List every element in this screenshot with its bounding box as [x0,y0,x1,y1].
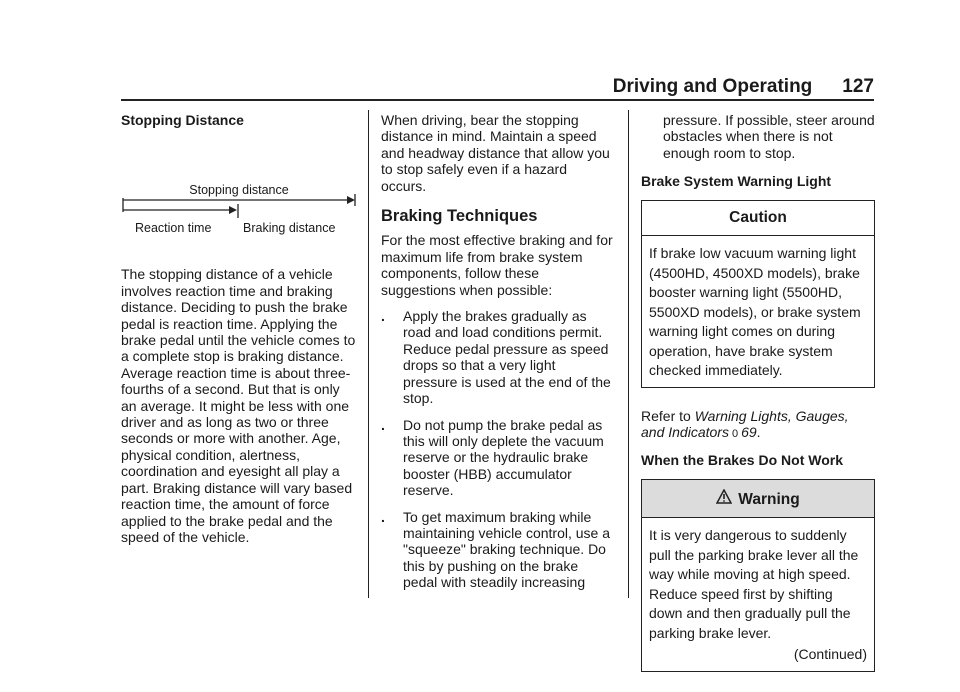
list-item [381,417,613,499]
section-title: Driving and Operating [612,76,813,97]
page-header [0,70,874,98]
refer-prefix: Refer to [641,407,695,424]
stopping-distance-label: Stopping distance [189,183,289,198]
intro-paragraph: When driving, bear the stopping distance in mind. Maintain a speed and headway distance that allow you to stop safely even if a hazard occurs. [381,112,610,194]
warning-triangle-icon [716,489,732,508]
warning-lights-link[interactable]: Warning Lights, Gauges, and Indicators [641,407,849,440]
list-item [381,308,613,406]
stopping-distance-diagram [121,166,357,236]
refer-paragraph [641,408,875,443]
warning-title: Warning [738,490,800,508]
list-item-text: To get maximum braking while maintaining vehicle control, use a "squeeze" braking technique. Do this by pushing on the brake pedal with steadily increasing [403,508,611,591]
bullet-glyph: . [381,508,385,525]
warning-title-bar [642,480,874,518]
header-rule [121,99,874,101]
warning-box [641,479,875,672]
column-1 [121,112,357,555]
caution-body: If brake low vacuum warning light (4500HD, 4500XD models), brake booster warning light (5500HD, 5500XD models), or brake system warning light comes on during operation, have brake system checked immediately. [649,245,861,379]
bullet-glyph: . [381,308,385,325]
page-ref-number[interactable]: 69 [741,423,757,440]
warning-triangle-graphic [716,489,732,504]
column-divider [368,110,369,598]
braking-tips-list [381,308,613,591]
page-ref-arrow: 0 [731,427,739,440]
warning-body-wrap [642,518,874,671]
column-2 [381,112,613,601]
stopping-distance-heading: Stopping Distance [121,112,244,128]
brakes-do-not-work-heading: When the Brakes Do Not Work [641,452,843,469]
column-3 [641,112,875,692]
reaction-time-label: Reaction time [135,221,212,236]
column-divider [628,110,629,598]
refer-suffix: . [756,423,761,440]
bullet-glyph: . [381,416,385,433]
list-item [381,509,613,591]
braking-techniques-heading: Braking Techniques [381,207,538,226]
page-number: 127 [842,76,874,97]
reaction-time-arrowhead [229,206,237,214]
continued-bullet-text: pressure. If possible, steer around obstacles when there is not enough room to stop. [663,112,875,161]
caution-title: Caution [642,201,874,236]
list-item-text: Do not pump the brake pedal as this will only deplete the vacuum reserve or the hydraulic brake booster (HBB) accumulator reserve. [403,416,604,499]
warning-body: It is very dangerous to suddenly pull the parking brake lever all the way while moving at high speed. Reduce speed first by shifting down and then gradually pull the parking brake lever. [649,527,859,641]
list-item-text: Apply the brakes gradually as road and load conditions permit. Reduce pedal pressure as speed drops so that a very light pressure is used at the end of the stop. [403,308,611,407]
braking-distance-label: Braking distance [243,221,336,236]
caution-box [641,200,875,388]
brake-warning-light-heading: Brake System Warning Light [641,173,832,190]
continued-label: (Continued) [793,646,867,663]
stopping-distance-paragraph: The stopping distance of a vehicle involves reaction time and braking distance. Deciding to push the brake pedal is reaction time. Applying the brake pedal until the vehicle comes to a complete stop is braking distance. Average reaction time is about three-fourths of a second. But that is only an average. It might be less with one driver and as long as two or three seconds or more with another. Age, physical condition, alertness, coordination and eyesight all play a part. Braking distance will vary based reaction time, the amount of force applied to the brake pedal and the speed of the vehicle. [121,266,356,545]
braking-techniques-lead: For the most effective braking and for maximum life from brake system components, follow these suggestions when possible: [381,232,613,298]
